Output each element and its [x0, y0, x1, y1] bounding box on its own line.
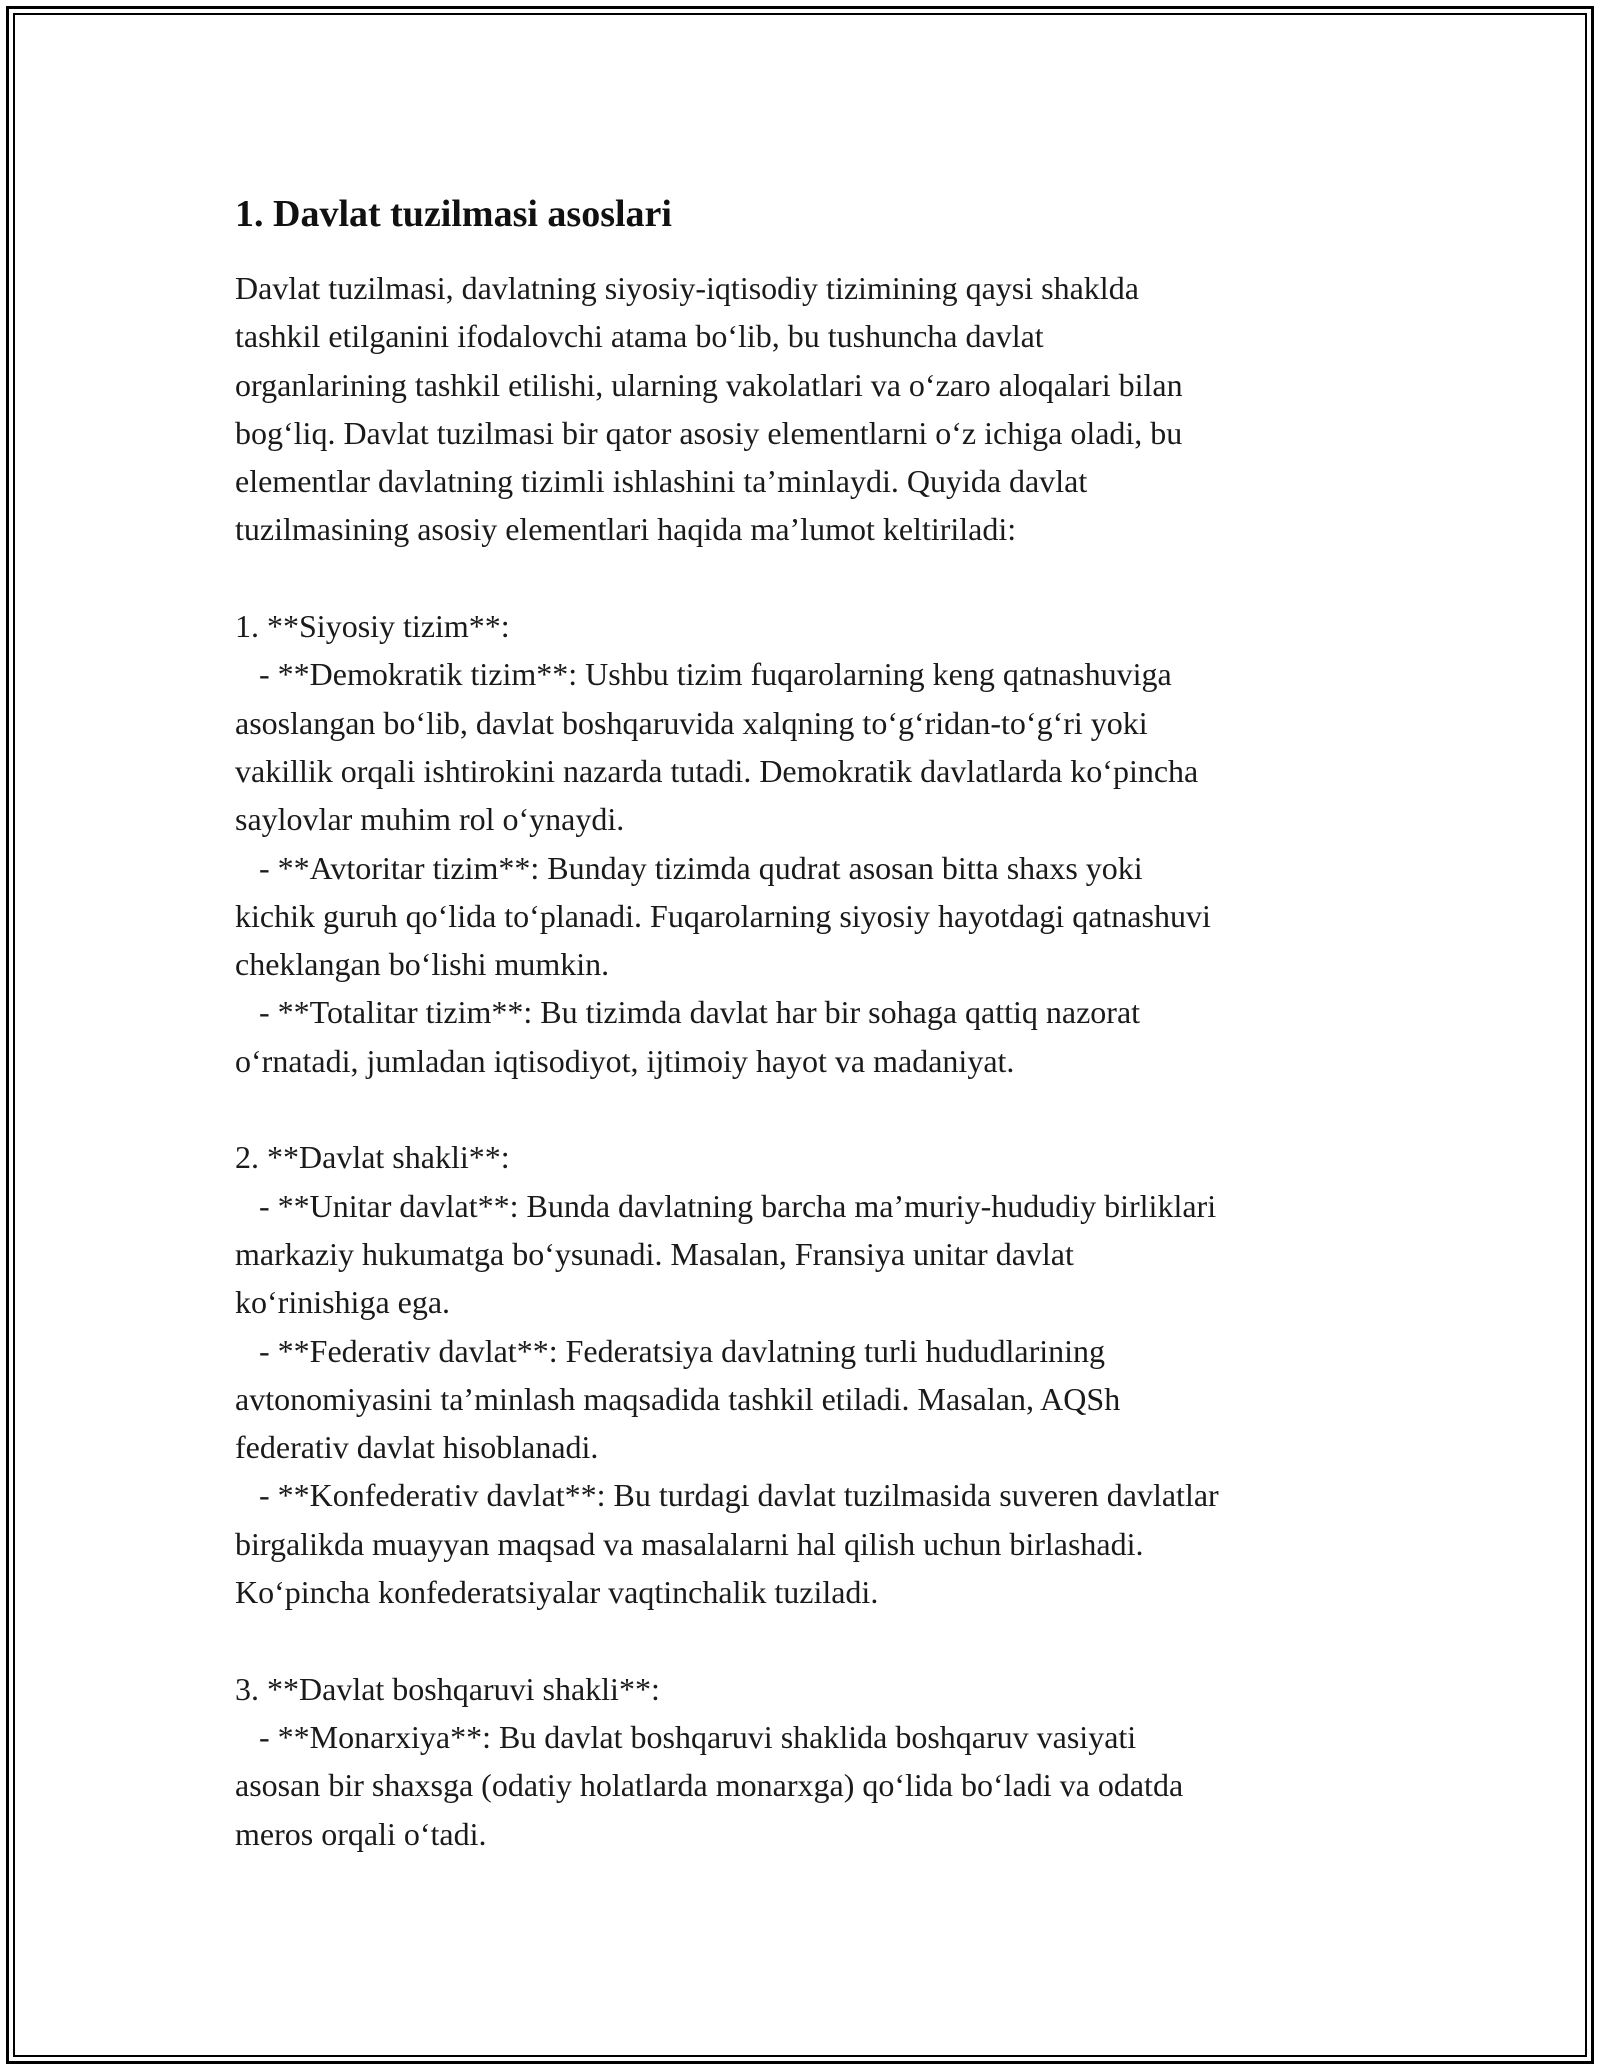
section-heading: 1. Davlat tuzilmasi asoslari	[235, 193, 672, 235]
document-content	[235, 186, 1375, 1858]
section-body-text: Davlat tuzilmasi, davlatning siyosiy-iqtisodiy tizimining qaysi shaklda tashkil etilganini ifodalovchi atama bo‘lib, bu tushuncha davlat organlarining tashkil etilishi, ularning vakolatlari va o‘zaro aloqalari bilan bog‘liq. Davlat tuzilmasi bir qator asosiy elementlarni o‘z ichiga oladi, bu elementlar davlatning tizimli ishlashini ta’minlaydi. Quyida davlat tuzilmasining asosiy elementlari haqida ma’lumot keltiriladi: 1. **Siyosiy tizim**: - **Demokratik tizim**: Ushbu tizim fuqarolarning keng qatnashuviga asoslangan bo‘lib, davlat boshqaruvida xalqning to‘g‘ridan-to‘g‘ri yoki vakillik orqali ishtirokini nazarda tutadi. Demokratik davlatlarda ko‘pincha saylovlar muhim rol o‘ynaydi. - **Avtoritar tizim**: Bunday tizimda qudrat asosan bitta shaxs yoki kichik guruh qo‘lida to‘planadi. Fuqarolarning siyosiy hayotdagi qatnashuvi cheklangan bo‘lishi mumkin. - **Totalitar tizim**: Bu tizimda davlat har bir sohaga qattiq nazorat o‘rnatadi, jumladan iqtisodiyot, ijtimoiy hayot va madaniyat. 2. **Davlat shakli**: - **Unitar davlat**: Bunda davlatning barcha ma’muriy-hududiy birliklari markaziy hukumatga bo‘ysunadi. Masalan, Fransiya unitar davlat ko‘rinishiga ega. - **Federativ davlat**: Federatsiya davlatning turli hududlarining avtonomiyasini ta’minlash maqsadida tashkil etiladi. Masalan, AQSh federativ davlat hisoblanadi. - **Konfederativ davlat**: Bu turdagi davlat tuzilmasida suveren davlatlar birgalikda muayyan maqsad va masalalarni hal qilish uchun birlashadi. Ko‘pincha konfederatsiyalar vaqtinchalik tuziladi. 3. **Davlat boshqaruvi shakli**: - **Monarxiya**: Bu davlat boshqaruvi shaklida boshqaruv vasiyati asosan bir shaxsga (odatiy holatlarda monarxga) qo‘lida bo‘ladi va odatda meros orqali o‘tadi.	[235, 270, 1219, 1852]
